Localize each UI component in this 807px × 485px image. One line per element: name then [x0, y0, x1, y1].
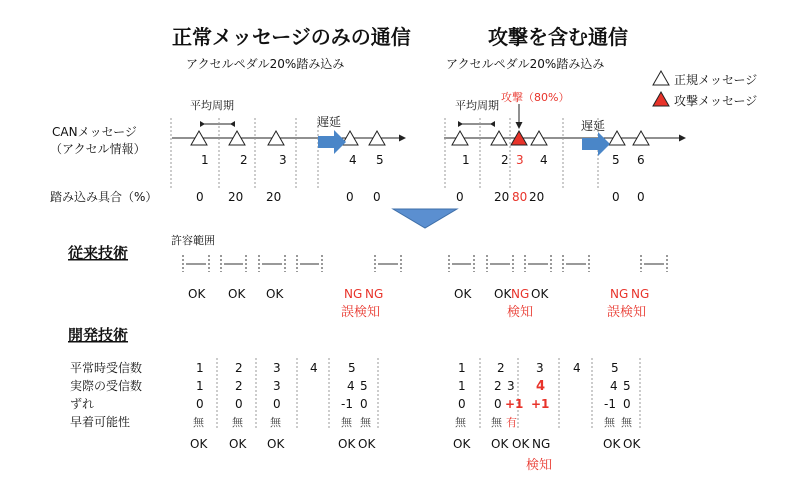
dev-attack-diff: +1 [505, 397, 524, 411]
can-message-label-line1: CANメッセージ [52, 125, 137, 139]
row-label-actual: 実際の受信数 [70, 379, 143, 393]
attack-timeline [444, 90, 685, 204]
dev-normal-result: OK [338, 437, 356, 451]
conv-attack-result: NG [511, 287, 530, 301]
dev-attack-result: OK [453, 437, 471, 451]
dev-normal-expected: 5 [348, 361, 356, 375]
dev-attack-actual: 5 [623, 379, 631, 393]
legend-attack-triangle-icon [653, 92, 669, 106]
conv-normal-misdetect: 誤検知 [341, 305, 381, 320]
dev-attack-diff: 0 [494, 397, 502, 411]
down-arrow-icon [393, 209, 457, 228]
dev-attack-diff: 0 [623, 397, 631, 411]
dev-normal-actual: 2 [235, 379, 243, 393]
dev-attack-expected: 1 [458, 361, 466, 375]
attack-msg-number: 5 [612, 153, 620, 167]
dev-normal-result: OK [229, 437, 247, 451]
attack-pedal-value: 0 [456, 190, 464, 204]
legend-regular-triangle-icon [653, 71, 669, 85]
dev-normal-expected: 4 [310, 361, 318, 375]
dev-normal-result: OK [190, 437, 208, 451]
attack-pedal-value: 20 [529, 190, 545, 204]
dev-attack-actual: 3 [507, 379, 515, 393]
dev-normal-result: OK [267, 437, 285, 451]
dev-attack-diff: 0 [458, 397, 466, 411]
dev-attack-result: OK [512, 437, 530, 451]
dev-normal-early: 無 [232, 416, 243, 429]
span-right-tip [230, 121, 235, 127]
condition-normal: アクセルペダル20%踏み込み [186, 57, 345, 71]
normal-pedal-value: 0 [346, 190, 354, 204]
title-normal: 正常メッセージのみの通信 [172, 25, 411, 49]
dev-normal-early: 無 [270, 416, 281, 429]
legend-regular-label: 正規メッセージ [674, 73, 758, 87]
normal-msg-number: 4 [349, 153, 357, 167]
attack-message-label: 攻撃（80%） [501, 91, 570, 104]
conv-normal-result: NG [344, 287, 363, 301]
conv-normal-result: OK [266, 287, 284, 301]
dev-attack-early: 無 [455, 416, 466, 429]
dev-normal-actual: 5 [360, 379, 368, 393]
dev-attack-result: OK [491, 437, 509, 451]
conventional-tech-heading: 従来技術 [68, 244, 129, 262]
conv-normal-result: OK [188, 287, 206, 301]
conv-normal-result: NG [365, 287, 384, 301]
dev-attack-early: 無 [491, 416, 502, 429]
dev-normal-diff: 0 [235, 397, 243, 411]
normal-pedal-value: 20 [266, 190, 282, 204]
dev-attack-actual: 4 [610, 379, 618, 393]
attack-msg-number: 6 [637, 153, 645, 167]
normal-msg-number: 1 [201, 153, 209, 167]
row-label-early: 早着可能性 [70, 415, 131, 429]
normal-pedal-value: 20 [228, 190, 244, 204]
conv-attack-result: OK [454, 287, 472, 301]
normal-timeline [171, 98, 405, 204]
dev-normal-diff: -1 [341, 397, 353, 411]
dev-normal-result: OK [358, 437, 376, 451]
normal-delay-label: 遅延 [317, 115, 342, 129]
developed-tech-heading: 開発技術 [68, 326, 129, 344]
dev-attack-expected: 2 [497, 361, 505, 375]
dev-normal-diff: 0 [196, 397, 204, 411]
dev-attack-diff: +1 [531, 397, 550, 411]
conv-attack-result: OK [494, 287, 512, 301]
attack-avg-period-label: 平均周期 [455, 99, 499, 112]
attack-pedal-value: 0 [612, 190, 620, 204]
dev-attack-expected: 5 [611, 361, 619, 375]
normal-msg-number: 2 [240, 153, 248, 167]
dev-attack-result: OK [603, 437, 621, 451]
dev-attack-actual: 4 [536, 379, 546, 394]
dev-attack-expected: 4 [573, 361, 581, 375]
row-label-diff: ずれ [70, 397, 95, 411]
conv-normal-result: OK [228, 287, 246, 301]
normal-msg-number: 3 [279, 153, 287, 167]
condition-attack: アクセルペダル20%踏み込み [446, 57, 605, 71]
dev-attack-early: 有 [506, 416, 517, 429]
span-right-tip [490, 121, 495, 127]
dev-normal-actual: 4 [347, 379, 355, 393]
pedal-label: 踏み込み具合（%） [50, 190, 158, 204]
title-attack: 攻撃を含む通信 [488, 25, 628, 49]
attack-pedal-value: 80 [512, 190, 528, 204]
conv-attack-misdetect: 誤検知 [607, 305, 647, 320]
dev-normal-actual: 3 [273, 379, 281, 393]
attack-pedal-value: 0 [637, 190, 645, 204]
normal-delay-arrow-icon [318, 130, 346, 154]
dev-normal-expected: 2 [235, 361, 243, 375]
attack-msg-number: 2 [501, 153, 509, 167]
dev-normal-early: 無 [193, 416, 204, 429]
row-label-expected: 平常時受信数 [70, 361, 143, 375]
normal-pedal-value: 0 [196, 190, 204, 204]
dev-normal-diff: 0 [360, 397, 368, 411]
dev-normal-early: 無 [360, 416, 371, 429]
conventional-tolerance-markers [183, 255, 667, 272]
attack-msg-number: 1 [462, 153, 470, 167]
span-left-tip [458, 121, 463, 127]
dev-normal-diff: 0 [273, 397, 281, 411]
legend-attack-label: 攻撃メッセージ [674, 94, 758, 108]
conv-attack-result: OK [531, 287, 549, 301]
can-message-label-line2: （アクセル情報） [50, 142, 146, 156]
conv-attack-result: NG [610, 287, 629, 301]
conv-attack-result: NG [631, 287, 650, 301]
dev-attack-result: NG [532, 437, 551, 451]
dev-attack-result: OK [623, 437, 641, 451]
normal-pedal-value: 0 [373, 190, 381, 204]
normal-msg-number: 5 [376, 153, 384, 167]
tolerance-label: 許容範囲 [171, 234, 215, 247]
dev-attack-early: 無 [604, 416, 615, 429]
attack-msg-number: 3 [516, 153, 524, 167]
dev-normal-expected: 1 [196, 361, 204, 375]
attack-msg-number: 4 [540, 153, 548, 167]
attack-pedal-value: 20 [494, 190, 510, 204]
dev-normal-actual: 1 [196, 379, 204, 393]
dev-attack-detect: 検知 [526, 458, 553, 473]
dev-normal-early: 無 [341, 416, 352, 429]
dev-attack-actual: 1 [458, 379, 466, 393]
span-left-tip [200, 121, 205, 127]
normal-avg-period-label: 平均周期 [190, 99, 234, 112]
attack-delay-arrow-icon [582, 132, 610, 156]
attack-delay-label: 遅延 [581, 119, 606, 133]
dev-attack-actual: 2 [494, 379, 502, 393]
conv-attack-detect: 検知 [507, 305, 534, 320]
dev-attack-diff: -1 [604, 397, 616, 411]
dev-attack-early: 無 [621, 416, 632, 429]
dev-attack-expected: 3 [536, 361, 544, 375]
dev-normal-expected: 3 [273, 361, 281, 375]
